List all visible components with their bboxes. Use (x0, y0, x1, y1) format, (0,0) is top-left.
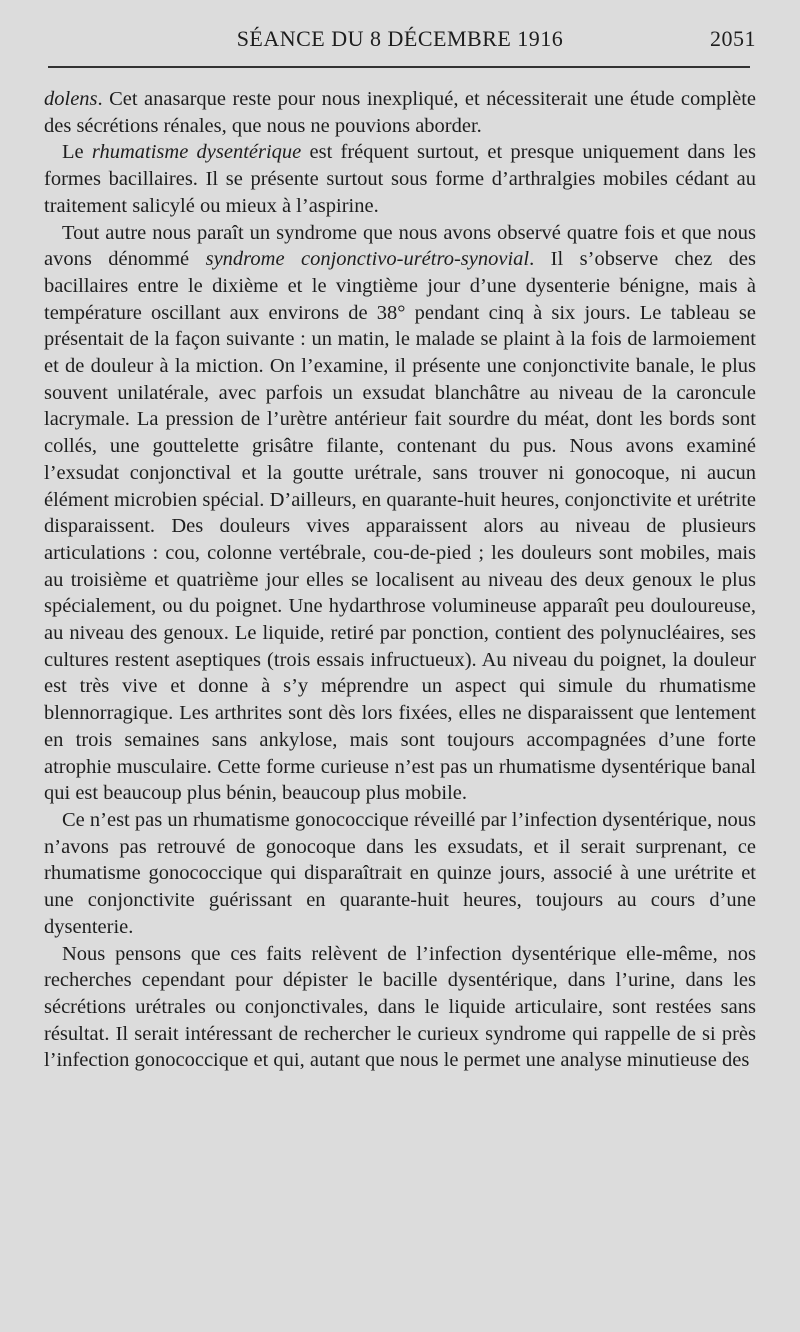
text-span: rhumatisme dysentérique (91, 141, 302, 164)
text-span: Le (62, 141, 92, 164)
text-span: Tout autre nous paraît un syndrome que nous avons observé quatre fois et que nous avons dénommé (44, 221, 756, 271)
text-span: . Cet anasarque reste pour nous inexpliqué, et nécessiterait une étude complète des sécrétions rénales, que nous ne pouvions aborder. (44, 88, 756, 137)
page-number: 2051 (710, 26, 756, 51)
paragraph (44, 86, 756, 139)
paragraph (44, 139, 756, 219)
running-header (44, 22, 756, 56)
paragraph (44, 220, 756, 807)
paragraph (44, 941, 756, 1075)
text-span: Nous pensons que ces faits relèvent de l’infection dysentérique elle-même, nos recherches cependant pour dépister le bacille dysentérique, dans l’urine, dans les sécrétions urétrales ou conjonctivales, dans le liquide articulaire, sont restées sans résultat. Il serait intéressant de rechercher le curieux syndrome qui rappelle de si près l’infection gonococcique et qui, autant que nous le permet une analyse minutieuse des (44, 942, 756, 1072)
text-span: Ce n’est pas un rhumatisme gonococcique réveillé par l’infection dysentérique, nous n’avons pas retrouvé de gonocoque dans les exsudats, et il serait surprenant, ce rhumatisme gonococcique qui disparaîtrait en quinze jours, associé à une urétrite et une conjonctivite guérissant en quarante-huit heures, toujours au cours d’une dysenterie. (44, 808, 756, 938)
running-title: SÉANCE DU 8 DÉCEMBRE 1916 (236, 26, 564, 51)
body-text (44, 86, 756, 1074)
text-span: est fréquent surtout, et presque uniquement dans les formes bacillaires. Il se présente surtout sous forme d’arthralgies mobiles cédant au traitement salicylé ou mieux à l’aspirine. (44, 141, 756, 217)
text-span: . Il s’observe chez des bacillaires entre le dixième et le vingtième jour d’une dysenterie bénigne, mais à température oscillant aux environs de 38° pendant cinq à six jours. Le tableau se présentait de la façon suivante : un matin, le malade se plaint à la fois de larmoiement et de douleur à la miction. On l’examine, il présente une conjonctivite banale, le plus souvent unilatérale, avec parfois un exsudat blanchâtre au niveau de la caroncule lacrymale. La pression de l’urètre antérieur fait sourdre du méat, dont les bords sont collés, une gouttelette grisâtre filante, contenant du pus. Nous avons examiné l’exsudat conjonctival et la goutte urétrale, sans trouver ni gonocoque, ni aucun élément microbien spécial. D’ailleurs, en quarante-huit heures, conjonctivite et urétrite disparaissent. Des douleurs vives apparaissent alors au niveau de plusieurs articulations : cou, colonne vertébrale, cou-de-pied ; les douleurs sont mobiles, mais au troisième et quatrième jour elles se localisent au niveau des deux genoux le plus spécialement, ou du poignet. Une hydarthrose volumineuse apparaît peu douloureuse, au niveau des genoux. Le liquide, retiré par ponction, contient des polynucléaires, ses cultures restent aseptiques (trois essais infructueux). Au niveau du poignet, la douleur est très vive et donne à s’y méprendre un aspect qui simule du rhumatisme blennorragique. Les arthrites sont dès lors fixées, elles ne disparaissent que lentement en trois semaines sans ankylose, mais sont toujours accompagnées d’une forte atrophie musculaire. Cette forme curieuse n’est pas un rhumatisme dysentérique banal qui est beaucoup plus bénin, beaucoup plus mobile. (44, 248, 757, 805)
header-rule (48, 66, 750, 68)
paragraph (44, 807, 756, 941)
text-span: dolens (44, 88, 98, 110)
text-span: syndrome conjonctivo-urétro-synovial (205, 248, 530, 271)
